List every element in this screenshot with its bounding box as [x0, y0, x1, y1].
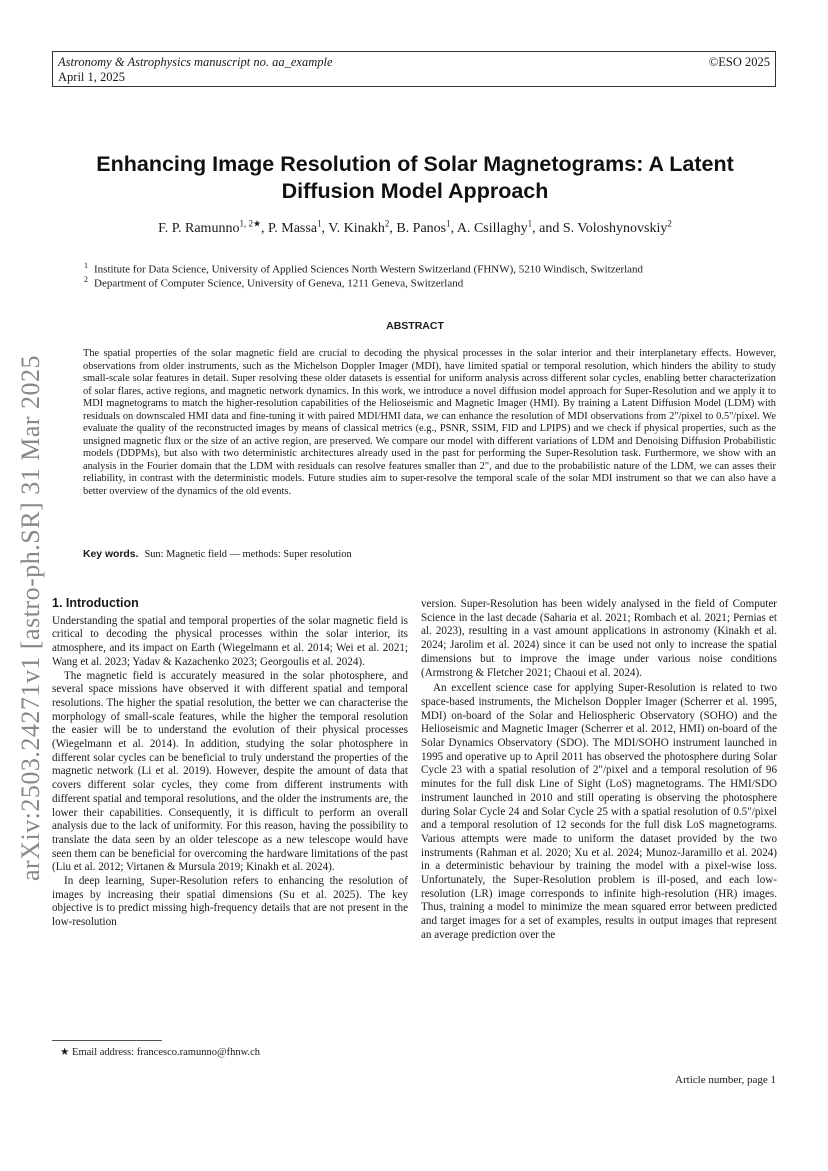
keywords: [83, 549, 776, 560]
section-heading: 1. Introduction: [52, 596, 139, 610]
abstract-text: The spatial properties of the solar magnetic field are crucial to decoding the physical processes in the solar interior and their interplanetary effects. However, observations from older instruments, such as the Michelson Doppler Imager (MDI), have limited spatial or temporal resolution, which hinders the ability to study small-scale solar features in detail. Super resolving these older datasets is essential for uniform analysis across different solar cycles, enabling better characterization of solar flares, active regions, and magnetic network dynamics. In this work, we introduce a novel diffusion model approach for Super-Resolution and we apply it to MDI magnetograms to match the higher-resolution capabilities of the Helioseismic and Magnetic Imager (HMI). By training a Latent Diffusion Model (LDM) with residuals on downscaled HMI data and fine-tuning it with paired MDI/HMI data, we can enhance the resolution of MDI observations from 2"/pixel to 0.5"/pixel. We evaluate the quality of the reconstructed images by means of classical metrics (e.g., PSNR, SSIM, FID and LPIPS) and we check if physical properties, such as the unsigned magnetic flux or the size of an active region, are preserved. We compare our model with different variations of LDM and Denoising Diffusion Probabilistic models (DDPMs), but also with two deterministic architectures already used in the past for performing the Super-Resolution task. Furthermore, we show with an analysis in the Fourier domain that the LDM with residuals can resolve features smaller than 2", and due to the probabilistic nature of the LDM, we can asses their reliability, in contrast with the deterministic models. Future studies aim to super-resolve the temporal scale of the solar MDI instrument so that we can also have a better overview of the dynamics of the old events.: [83, 348, 776, 497]
arxiv-identifier: arXiv:2503.24271v1 [astro-ph.SR] 31 Mar 2025: [16, 354, 45, 882]
author-list: [60, 218, 770, 237]
manuscript-header-box: [52, 51, 776, 87]
left-column: [52, 597, 408, 930]
manuscript-date: April 1, 2025: [58, 70, 126, 84]
paragraph: version. Super-Resolution has been widely analysed in the field of Computer Science in the last decade (Saharia et al. 2021; Rombach et al. 2021; Pernias et al. 2023), resulting in a vast amount applications in astronomy (Kinakh et al. 2024; Jarolim et al. 2024) since it can be used not only to increase the spatial dimensions but to improve the image under various noise conditions (Armstrong & Fletcher 2021; Chaoui et al. 2024).: [421, 598, 777, 679]
footnote-rule: [52, 1040, 162, 1041]
affiliation-1: $^1$ Institute for Data Science, University of Applied Sciences North Western Switzerland (FHNW), 5210 Windisch, Switzerland: [84, 261, 644, 276]
paragraph: Understanding the spatial and temporal properties of the solar magnetic field is critical to decoding the physical processes within the solar interior, its atmosphere, and its impact on Earth (Wiegelmann et al. 2014; Wei et al. 2021; Wang et al. 2023; Yadav & Kazachenko 2023; Georgoulis et al. 2024).: [52, 614, 408, 668]
journal-line: Astronomy & Astrophysics manuscript no. aa_example: [58, 55, 333, 69]
paper-title: Enhancing Image Resolution of Solar Magnetograms: A Latent Diffusion Model Approach: [96, 152, 734, 203]
keywords-label: Key words.: [83, 549, 139, 560]
author: V. Kinakh$^2$,: [328, 218, 397, 236]
paragraph: An excellent science case for applying Super-Resolution is related to two space-based instruments, the Michelson Doppler Imager (Scherrer et al. 1995, MDI) on-board of the Solar and Heliospheric Observatory (SOHO) and the Helioseismic and Magnetic Imager (Scherrer et al. 2012, HMI) on-board of the Solar Dynamics Observatory (SDO). The MDI/SOHO instrument launched in 1995 and operative up to April 2011 has observed the photosphere during Solar Cycle 23 with a spatial resolution of 2"/pixel and a temporal resolution of 96 minutes for the full disk Line of Sight (LoS) magnetograms. The HMI/SDO instrument launched in 2010 and still operating is observing the photosphere during Solar Cycle 24 and Solar Cycle 25 with a spatial resolution of 0.5"/pixel and a temporal resolution of 12 seconds for the full disk LoS magnetograms. Various attempts were made to uniform the dataset provided by the two instruments (Rahman et al. 2020; Xu et al. 2024; Munoz-Jaramillo et al. 2024) in a deterministic behaviour by training the model with a pixel-wise loss. Unfortunately, the Super-Resolution problem is ill-posed, and each low-resolution (LR) image corresponds to infinite high-resolution (HR) images. Thus, training a model to minimize the mean squared error between predicted and target images for a set of examples, results in output images that represent an average prediction over the: [421, 682, 777, 941]
footnote: ★ Email address: francesco.ramunno@fhnw.ch: [60, 1047, 261, 1058]
author: B. Panos$^1$,: [396, 218, 457, 236]
right-column: [421, 598, 777, 943]
abstract-heading: ABSTRACT: [386, 320, 444, 332]
affiliation-2: $^2$ Department of Computer Science, University of Geneva, 1211 Geneva, Switzerland: [84, 275, 464, 290]
arxiv-sidebar: [9, 338, 53, 898]
page-footer: Article number, page 1: [675, 1074, 776, 1086]
keywords-text: Sun: Magnetic field — methods: Super resolution: [144, 549, 352, 560]
author: A. Csillaghy$^1$, and: [456, 218, 563, 236]
paragraph: In deep learning, Super-Resolution refers to enhancing the resolution of images by increasing their spatial dimensions (Su et al. 2025). The key objective is to predict missing high-frequency details that are not present in the low-resolution: [52, 875, 408, 929]
author: S. Voloshynovskiy$^2$: [562, 218, 672, 236]
copyright-notice: ©ESO 2025: [708, 55, 770, 69]
author: P. Massa$^1$,: [268, 218, 329, 236]
paragraph: The magnetic field is accurately measured in the solar photosphere, and several space missions have observed it with different spatial and temporal resolutions. The higher the spatial resolution, the better we can characterise the morphology of small-scale features, while the higher the temporal resolution the easier will be to understand the evolution of their physical processes (Wiegelmann et al. 2014). In addition, studying the solar photosphere in different solar cycles can be beneficial to truly understand the properties of the magnetic network (Li et al. 2019). However, despite the amount of data that covers different solar cycles, they come from different instruments with different spatial and temporal resolutions, and the older the instruments are, the lower their capabilities. Consequently, it is difficult to perform an overall analysis due to the lack of uniformity. For this reason, having the possibility to translate the data seen by an older telescope as a new telescope would have seen them can be beneficial for overcoming the hardware limitations of the past (Liu et al. 2012; Virtanen & Mursula 2019; Kinakh et al. 2024).: [52, 669, 408, 874]
author: F. P. Ramunno$^{1, 2★}$,: [158, 218, 269, 236]
